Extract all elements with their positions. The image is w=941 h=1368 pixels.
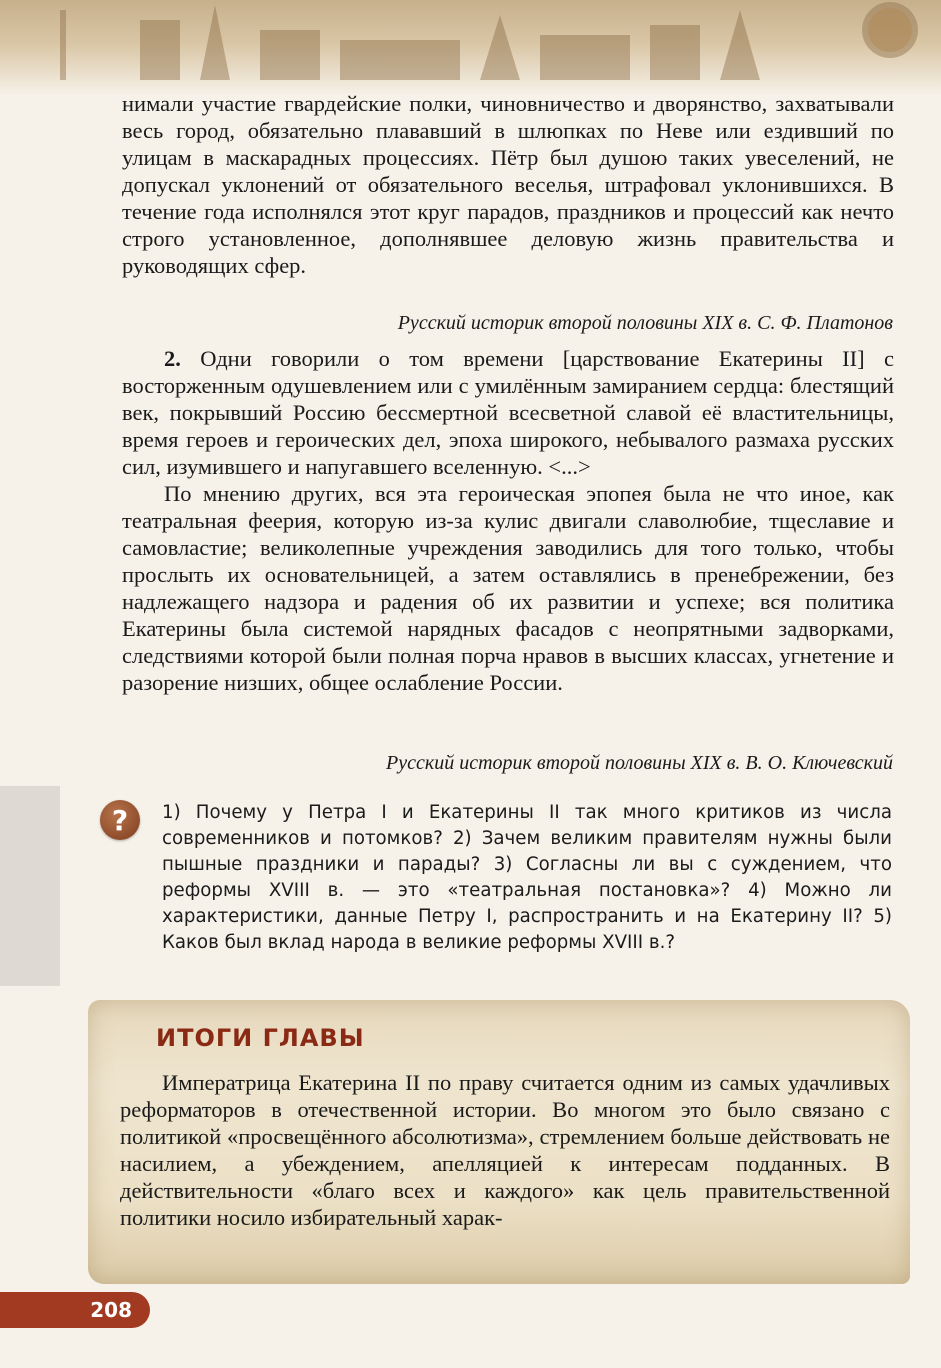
- top-passage: [122, 90, 894, 279]
- summary-paragraph: Императрица Екатерина II по праву считается одним из самых удачливых реформаторов в отечественной истории. Во многом это было связано с политикой «просвещённого абсолютизма», стремлением больше действовать не насилием, а убеждением, апелляцией к интересам подданных. В действительности «благо всех и каждого» как цель правительственной политики носило избирательный харак-: [120, 1070, 890, 1230]
- platonov-attribution: Русский историк второй половины XIX в. С. Ф. Платонов: [397, 312, 893, 334]
- page-number-badge: [0, 1292, 150, 1328]
- decorative-header-banner: [0, 0, 941, 96]
- paragraph-1-text: Одни говорили о том времени [царствование Екатерины II] с восторженным одушевлением или с умилённым замиранием сердца: блестящий век, покрывший Россию бессмертной всесветной славой её властительницы, время героев и героических дел, эпоха широкого, небывалого размаха русских сил, изумившего и напугавшего вселенную. <...>: [122, 346, 895, 479]
- chapter-summary-text: [120, 1069, 890, 1231]
- second-passage-paragraph-2: По мнению других, вся эта героическая эпопея была не что иное, как театральная феерия, которую из-за кулис двигали славолюбие, тщеславие и самовластие; великолепные учреждения заводились для того только, чтобы прослыть их основательницей, а затем оставлялись в пренебрежении, без надлежащего надзора и радения об их развитии и успехе; вся политика Екатерины была системой нарядных фасадов с неопрятными задворками, следствиями которой были полная порча нравов в высших классах, угнетение и разорение низших, общее ослабление России.: [122, 481, 894, 695]
- question-icon: ?: [100, 800, 140, 840]
- chapter-summary-title: ИТОГИ ГЛАВЫ: [156, 1024, 365, 1052]
- passage-number: 2.: [164, 346, 181, 371]
- klyuchevsky-attribution: Русский историк второй половины XIX в. В. О. Ключевский: [386, 752, 893, 774]
- historical-illustration: [0, 0, 941, 96]
- review-questions: 1) Почему у Петра I и Екатерины II так много критиков из числа современников и потомков? 2) Зачем великим правителям нужны были пышные праздники и парады? 3) Согласны ли вы с суждением, что реформы XVIII в. — это «театральная постановка»? 4) Можно ли характеристики, данные Петру I, распространить и на Екатерину II? 5) Каков был вклад народа в великие реформы XVIII в.?: [162, 802, 892, 953]
- margin-strip: [0, 786, 60, 986]
- second-passage: [122, 345, 894, 696]
- second-passage-paragraph-1: [122, 345, 894, 480]
- page-number: 208: [90, 1298, 132, 1322]
- top-passage-text: нимали участие гвардейские полки, чиновничество и дворянство, захватывали весь город, обязательно плававший в шлюпках по Неве или ездивший по улицам в маскарадных процессиях. Пётр был душою таких увеселений, не допускал уклонений от обязательного веселья, штрафовал уклонившихся. В течение года исполнялся этот круг парадов, праздников и процессий как нечто строго установленное, дополнявшее деловую жизнь правительства и руководящих сфер.: [122, 91, 894, 278]
